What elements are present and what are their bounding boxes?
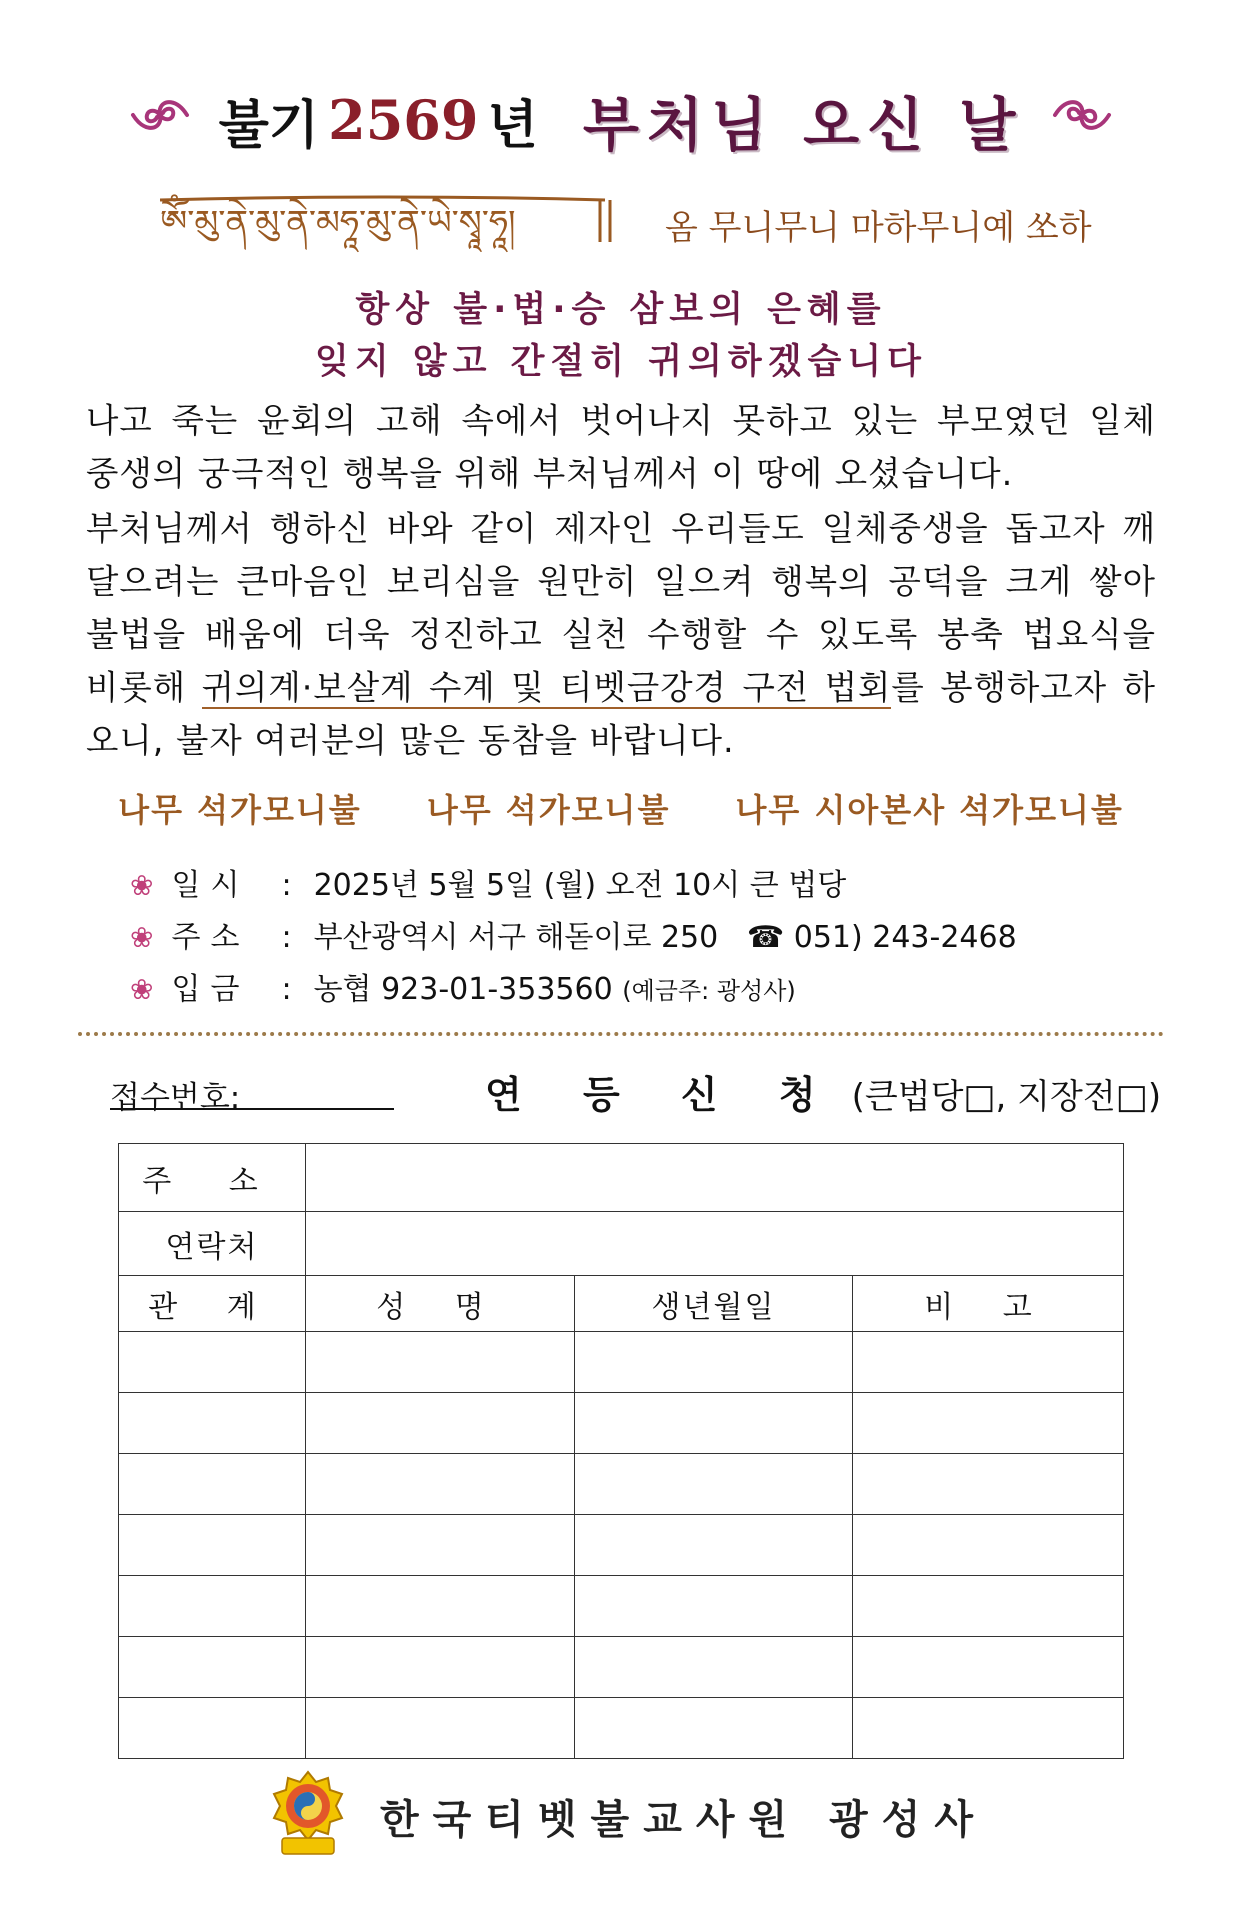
application-options: (큰법당□, 지장전□) bbox=[851, 1077, 1162, 1117]
table-cell[interactable] bbox=[575, 1698, 853, 1759]
table-cell[interactable] bbox=[575, 1637, 853, 1698]
application-title: 연 등 신 청 bbox=[485, 1073, 840, 1117]
info-value: 부산광역시 서구 해돋이로 250 bbox=[313, 920, 719, 955]
contact-field[interactable] bbox=[306, 1212, 1124, 1276]
phone-number: ☎ 051) 243-2468 bbox=[746, 920, 1017, 955]
table-row bbox=[119, 1698, 1124, 1759]
table-cell[interactable] bbox=[575, 1332, 853, 1393]
paragraph-1-line: 중생의 궁극적인 행복을 위해 부처님께서 이 땅에 오셨습니다. bbox=[86, 454, 1014, 493]
paragraph-2 bbox=[86, 502, 1156, 767]
table-row bbox=[119, 1454, 1124, 1515]
title-row bbox=[0, 78, 1242, 158]
table-cell[interactable] bbox=[119, 1332, 306, 1393]
info-label: 일시 bbox=[171, 868, 250, 903]
table-cell[interactable] bbox=[119, 1698, 306, 1759]
lantern-application-form bbox=[118, 1143, 1124, 1759]
receipt-number-field[interactable] bbox=[110, 1108, 394, 1110]
table-cell[interactable] bbox=[306, 1576, 575, 1637]
table-header-row bbox=[119, 1276, 1124, 1332]
namu-item: 나무 석가모니불 bbox=[426, 791, 671, 829]
column-header-relation: 관 계 bbox=[119, 1276, 306, 1332]
dharma-event-underlined: 귀의계·보살계 수계 및 티벳금강경 구전 법회 bbox=[201, 668, 892, 707]
table-row bbox=[119, 1515, 1124, 1576]
table-cell[interactable] bbox=[853, 1637, 1124, 1698]
tibetan-mantra-text: ༀ་མུ་ནེ་མུ་ནེ་མཧཱ་མུ་ནེ་ཡེ་སྭཱ་ཧཱ། bbox=[160, 203, 516, 243]
table-cell[interactable] bbox=[575, 1454, 853, 1515]
subheading-line1: 항상 불·법·승 삼보의 은혜를 bbox=[355, 290, 887, 330]
mantra-korean: 옴 무니무니 마하무니예 쏘하 bbox=[665, 208, 1092, 248]
info-address: ❀ 주소 : 부산광역시 서구 해돋이로 250 ☎ 051) 243-2468 bbox=[130, 912, 1017, 956]
receipt-number-label: 접수번호: bbox=[110, 1080, 241, 1116]
namu-chant bbox=[0, 785, 1242, 831]
paragraph-1-line: 나고 죽는 윤회의 고해 속에서 벗어나지 못하고 있는 부모였던 일체 bbox=[86, 401, 1156, 440]
table-cell[interactable] bbox=[575, 1515, 853, 1576]
address-field[interactable] bbox=[306, 1144, 1124, 1212]
tibetan-mantra bbox=[160, 186, 620, 256]
line4-pre: 비롯해 bbox=[86, 668, 202, 707]
paragraph-2-line: 달으려는 큰마음인 보리심을 원만히 일으켜 행복의 공덕을 크게 쌓아 bbox=[86, 562, 1156, 601]
info-deposit: ❀ 입금 : 농협 923-01-353560 (예금주: 광성사) bbox=[130, 964, 796, 1008]
paragraph-2-line: 부처님께서 행하신 바와 같이 제자인 우리들도 일체중생을 돕고자 깨 bbox=[86, 509, 1156, 548]
table-cell[interactable] bbox=[306, 1454, 575, 1515]
table-row bbox=[119, 1393, 1124, 1454]
table-row bbox=[119, 1332, 1124, 1393]
table-cell[interactable] bbox=[119, 1576, 306, 1637]
column-header-name: 성 명 bbox=[306, 1276, 575, 1332]
namu-item: 나무 시아본사 석가모니불 bbox=[735, 791, 1124, 829]
right-ornament-icon bbox=[1047, 95, 1117, 146]
table-cell[interactable] bbox=[575, 1576, 853, 1637]
page-title: 부처님 오신 날 bbox=[582, 91, 1024, 159]
title-nyeon: 년 bbox=[487, 95, 538, 156]
table-row bbox=[119, 1576, 1124, 1637]
namu-item: 나무 석가모니불 bbox=[118, 791, 362, 829]
table-cell[interactable] bbox=[853, 1332, 1124, 1393]
line4-post: 를 봉행하고자 하 bbox=[891, 668, 1157, 707]
paragraph-2-line: 불법을 배움에 더욱 정진하고 실천 수행할 수 있도록 봉축 법요식을 bbox=[86, 615, 1156, 654]
info-date: ❀ 일시 : 2025년 5월 5일 (월) 오전 10시 큰 법당 bbox=[130, 860, 846, 904]
paragraph-2-line: 오니, 불자 여러분의 많은 동참을 바랍니다. bbox=[86, 721, 735, 760]
title-bulgi: 불기 bbox=[218, 95, 320, 156]
table-row bbox=[119, 1637, 1124, 1698]
temple-logo-icon bbox=[270, 1768, 346, 1860]
address-label: 주 소 bbox=[119, 1144, 306, 1212]
info-label: 입금 bbox=[171, 972, 250, 1007]
contact-row bbox=[119, 1212, 1124, 1276]
address-row bbox=[119, 1144, 1124, 1212]
left-ornament-icon bbox=[125, 95, 195, 146]
table-cell[interactable] bbox=[306, 1393, 575, 1454]
table-cell[interactable] bbox=[119, 1454, 306, 1515]
title-year: 2569 bbox=[328, 88, 479, 152]
column-header-remarks: 비 고 bbox=[853, 1276, 1124, 1332]
footer-org-name: 한국티벳불교사원 광성사 bbox=[380, 1797, 987, 1843]
contact-label: 연락처 bbox=[119, 1212, 306, 1276]
dotted-divider bbox=[78, 1032, 1164, 1036]
application-title-row bbox=[485, 1064, 1161, 1119]
account-holder: (예금주: 광성사) bbox=[622, 977, 796, 1005]
table-cell[interactable] bbox=[853, 1698, 1124, 1759]
table-cell[interactable] bbox=[853, 1576, 1124, 1637]
table-cell[interactable] bbox=[853, 1393, 1124, 1454]
table-cell[interactable] bbox=[853, 1515, 1124, 1576]
subheading-line2: 잊지 않고 간절히 귀의하겠습니다 bbox=[315, 342, 927, 382]
flower-icon: ❀ bbox=[130, 973, 154, 1006]
paragraph-1 bbox=[86, 394, 1156, 500]
table-cell[interactable] bbox=[306, 1515, 575, 1576]
table-cell[interactable] bbox=[306, 1637, 575, 1698]
table-cell[interactable] bbox=[306, 1332, 575, 1393]
table-cell[interactable] bbox=[853, 1454, 1124, 1515]
table-cell[interactable] bbox=[575, 1393, 853, 1454]
table-cell[interactable] bbox=[119, 1393, 306, 1454]
table-cell[interactable] bbox=[119, 1515, 306, 1576]
column-header-birthdate: 생년월일 bbox=[575, 1276, 853, 1332]
info-value: 농협 923-01-353560 bbox=[313, 972, 613, 1007]
flower-icon: ❀ bbox=[130, 869, 154, 902]
table-cell[interactable] bbox=[306, 1698, 575, 1759]
table-cell[interactable] bbox=[119, 1637, 306, 1698]
paragraph-2-line-4 bbox=[86, 661, 1156, 714]
flower-icon: ❀ bbox=[130, 921, 154, 954]
info-label: 주소 bbox=[171, 920, 250, 955]
info-value: 2025년 5월 5일 (월) 오전 10시 큰 법당 bbox=[313, 868, 847, 903]
